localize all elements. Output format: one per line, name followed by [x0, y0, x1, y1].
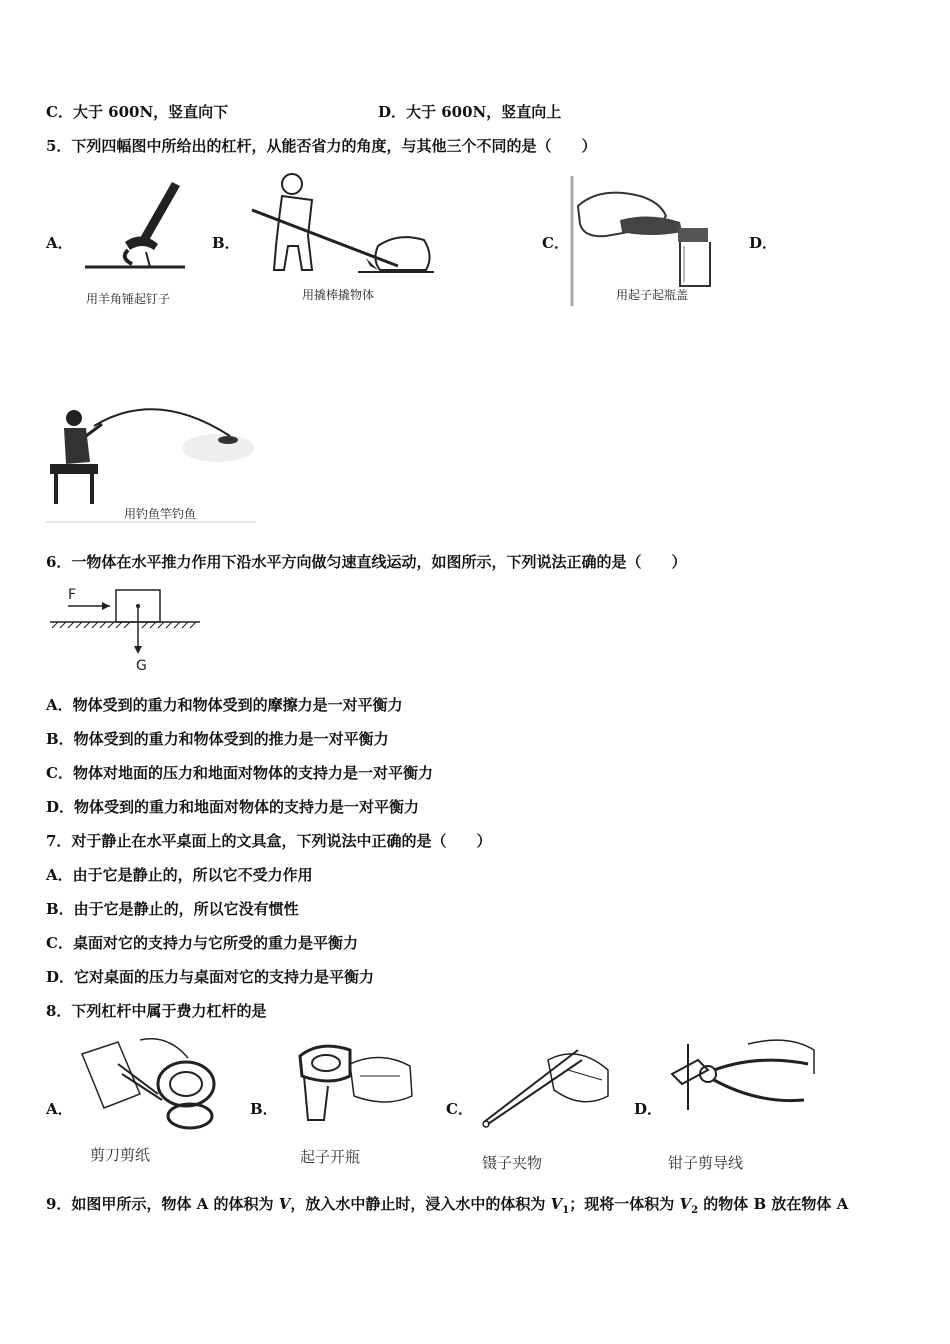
q8-caption-b: 起子开瓶	[300, 1148, 361, 1166]
q8-caption-d: 钳子剪导线	[668, 1154, 744, 1172]
pliers-figure	[668, 1034, 818, 1134]
force-g-label: G	[136, 658, 147, 674]
q6-option-b: B．物体受到的重力和物体受到的推力是一对平衡力	[46, 730, 389, 748]
crowbar-figure	[248, 166, 438, 286]
q5-caption-b: 用撬棒撬物体	[302, 288, 375, 302]
q5-label-d: D．	[749, 234, 778, 252]
tweezers-figure	[478, 1040, 618, 1130]
hammer-nail-figure	[80, 172, 190, 302]
q7-option-c: C．桌面对它的支持力与它所受的重力是平衡力	[46, 934, 358, 952]
q5-stem: 5．下列四幅图中所给出的杠杆，从能否省力的角度，与其他三个不同的是（ ）	[46, 137, 597, 155]
fishing-rod-figure	[46, 396, 256, 522]
force-f-label: F	[68, 587, 77, 603]
q6-option-a: A．物体受到的重力和物体受到的摩擦力是一对平衡力	[46, 696, 403, 714]
q7-stem: 7．对于静止在水平桌面上的文具盒，下列说法中正确的是（ ）	[46, 832, 492, 850]
q7-option-a: A．由于它是静止的，所以它不受力作用	[46, 866, 313, 884]
q7-option-b: B．由于它是静止的，所以它没有惯性	[46, 900, 299, 918]
q8-caption-a: 剪刀剪纸	[90, 1146, 151, 1164]
q8-stem: 8．下列杠杆中属于费力杠杆的是	[46, 1002, 267, 1020]
q6-option-d: D．物体受到的重力和地面对物体的支持力是一对平衡力	[46, 798, 420, 816]
q5-caption-a: 用羊角锤起钉子	[86, 292, 171, 306]
q8-label-a: A．	[46, 1100, 73, 1118]
q5-caption-d: 用钓鱼竿钓鱼	[124, 507, 197, 521]
q8-label-b: B．	[250, 1100, 278, 1118]
q4-option-d: D．大于 600N，竖直向上	[378, 103, 562, 121]
opener-figure	[290, 1036, 420, 1126]
q8-label-c: C．	[446, 1100, 473, 1118]
q5-label-a: A．	[46, 234, 73, 252]
q4-option-c: C．大于 600N，竖直向下	[46, 103, 229, 121]
q6-stem: 6．一物体在水平推力作用下沿水平方向做匀速直线运动，如图所示，下列说法正确的是（ ）	[46, 553, 687, 571]
q8-label-d: D．	[634, 1100, 663, 1118]
q6-option-c: C．物体对地面的压力和地面对物体的支持力是一对平衡力	[46, 764, 433, 782]
q7-option-d: D．它对桌面的压力与桌面对它的支持力是平衡力	[46, 968, 375, 986]
scissors-figure	[78, 1034, 228, 1134]
force-diagram	[48, 584, 208, 674]
q9-stem: 9．如图甲所示，物体 A 的体积为 V，放入水中静止时，浸入水中的体积为 $V_1$；现将一体积为 $V_2$ 的物体 B 放在物体 A	[46, 1195, 849, 1216]
q8-caption-c: 镊子夹物	[482, 1154, 543, 1172]
q5-caption-c: 用起子起瓶盖	[616, 288, 689, 302]
q5-label-c: C．	[542, 234, 569, 252]
q5-label-b: B．	[212, 234, 240, 252]
